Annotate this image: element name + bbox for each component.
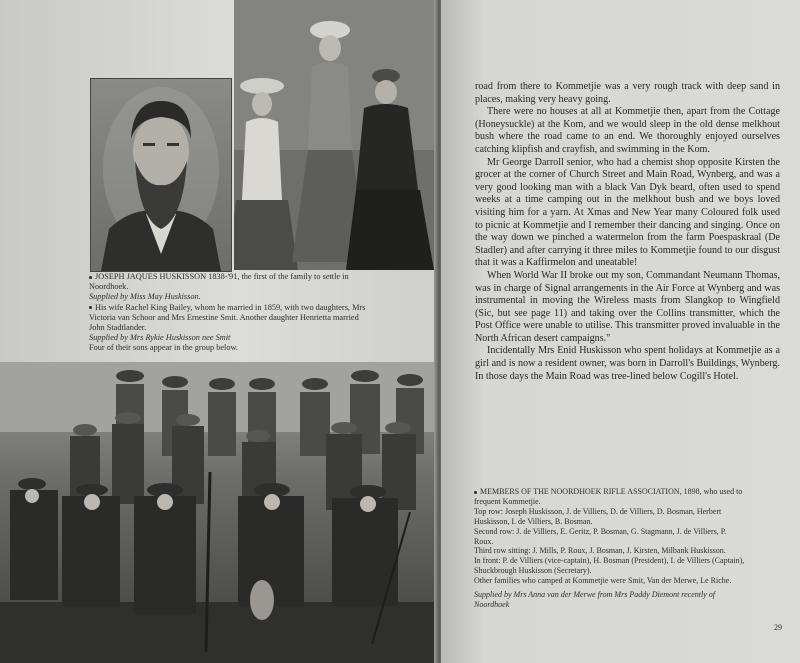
caption-line: Second row: J. de Villiers, E. Geritz, P. Bosman, G. Stagmann, J. de Villiers, P.	[474, 526, 727, 536]
paragraph: Incidentally Mrs Enid Huskisson who spent holidays at Kommetjie as a girl and is now a resident owner, was born in Darroll's Buildings, Wynberg. In those days the Main Road was tree-lined below Cogill's Hotel.	[475, 345, 780, 382]
photo-noordhoek-rifle-association	[0, 362, 438, 663]
caption-line: Victoria van Schoor and Mrs Ernestine Smit. Another daughter Henrietta married	[89, 312, 359, 322]
bullet-icon	[474, 491, 477, 494]
caption-line: Third row sitting: J. Mills, P. Roux, J. Bosman, J. Kirsten, Milbank Huskisson.	[474, 546, 726, 556]
caption-line: Four of their sons appear in the group below.	[89, 343, 239, 353]
caption-line: JOSEPH JAQUES HUSKISSON 1838-'91, the first of the family to settle in	[89, 272, 429, 282]
paragraph: road from there to Kommetjie was a very rough track with deep sand in places, making very heavy going.	[475, 81, 780, 105]
caption-line: Roux.	[474, 536, 494, 546]
caption-line: Shuckbrough Huskisson (Secretary).	[474, 566, 592, 576]
caption-line: In front: P. de Villiers (vice-captain), H. Bosman (President), I. de Villiers (Captain),	[474, 556, 745, 566]
caption-credit: Supplied by Mrs Rykie Huskisson nee Smit	[89, 333, 231, 343]
body-text	[475, 81, 780, 383]
caption-credit: Supplied by Mrs Anna van der Merwe from Mrs Paddy Diemont recently of	[474, 590, 715, 600]
portrait-photo-joseph-huskisson	[90, 78, 232, 272]
caption-credit: Supplied by Miss May Huskisson.	[89, 292, 201, 302]
photo-wife-and-daughters	[234, 0, 434, 270]
caption-line: Top row: Joseph Huskisson, J. de Villiers, D. de Villiers, D. Bosman, Herbert	[474, 506, 722, 516]
caption-line: Huskisson, I. de Villiers, B. Bosman.	[474, 516, 593, 526]
caption-line: His wife Rachel King Bailey, whom he married in 1859, with two daughters, Mrs	[89, 303, 429, 313]
page-number: 29	[774, 623, 782, 632]
caption-credit: Noordhoek	[474, 599, 510, 609]
paragraph: Mr George Darroll senior, who had a chemist shop opposite Kirsten the grocer at the corner of Church Street and Main Road, Wynberg, and was a very good looking man with a black Van Dyk beard, often used to spend weeks at a time camping out in the melkhout bush and we boys loved visiting him for a yarn. At Xmas and New Year many Coloured folk used to picnic at Kommetjie and I remember their dancing and singing. Once on the way down we pinched a watermelon from the farm Poespaskraal (De Stadler) and after carrying it three miles to Kommetjie found to our disgust that it was a Kaffirmelon and uneatable!	[475, 156, 780, 269]
bullet-icon	[89, 306, 92, 309]
caption-rifle-association	[474, 487, 784, 610]
caption-line: John Stadtlander.	[89, 323, 147, 333]
paragraph: When World War II broke out my son, Commandant Neumann Thomas, was in charge of Signal arrangements in the Air Force at Wynberg and was instrumental in moving the Wireless masts from Slangkop to Wingfield (Sic, but see page 11) and taking over the Collins transmitter, which the Post Office were unable to utilise. This transmitter proved invaluable in the North African desert campaigns."	[475, 269, 780, 344]
paragraph: There were no houses at all at Kommetjie then, apart from the Cottage (Honeysuckle) at the Kom, and we would sleep in the old dense melkhout bush where the road came to an end. We thoroughly enjoyed ourselves catching klipfish and crayfish, and swimming in the Kom.	[475, 106, 780, 155]
caption-line: frequent Kommetjie.	[474, 496, 541, 506]
caption-line: MEMBERS OF THE NOORDHOEK RIFLE ASSOCIATION, 1898, who used to	[474, 487, 784, 497]
caption-family-photos	[89, 272, 429, 354]
bullet-icon	[89, 276, 92, 279]
caption-line: Noordhoek.	[89, 282, 129, 292]
caption-line: Other families who camped at Kommetjie were Smit, Van der Merwe, Le Riche.	[474, 576, 732, 586]
